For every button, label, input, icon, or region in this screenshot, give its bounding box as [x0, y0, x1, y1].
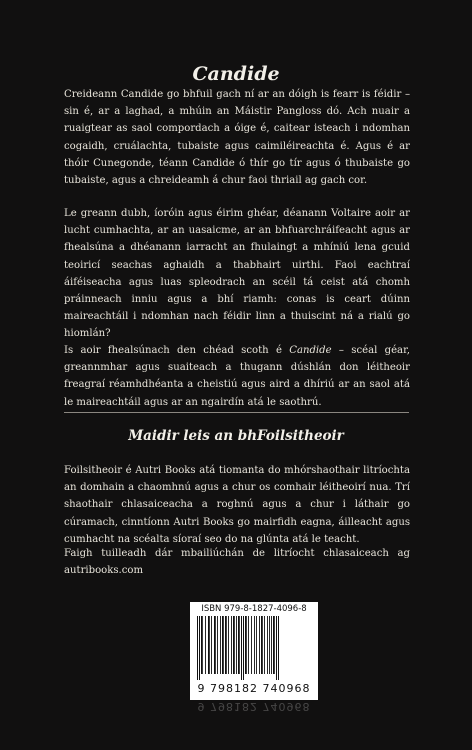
blurb-paragraph-3-start: Is aoir fhealsúnach den chéad scoth é — [64, 345, 290, 356]
barcode-bar — [225, 616, 227, 674]
barcode-bar — [276, 616, 277, 680]
barcode-reflection-digits: 9 798182 740968 — [197, 700, 311, 713]
barcode-bar — [256, 616, 257, 674]
barcode-bar — [245, 616, 247, 674]
barcode-bar — [233, 616, 235, 674]
blurb-paragraph-2: Le greann dubh, íoróin agus éirim ghéar, déanann Voltaire aoir ar lucht cumhachta, ar an uasaicme, ar an bhfuarchráifeacht agus ar fhealsúna a dhéanann iarracht an fhulaingt a mhíniú lena gcuid teoiricí seachas aghaidh a thabhairt uirthi. Faoi eachtraí áiféiseacha agus luas spleodrach an scéil tá ceist atá chomh práinneach inniu agus a bhí riamh: conas is ceart dúinn maireachtáil i ndomhan nach féidir linn a thuiscint ná a rialú go hiomlán? — [64, 208, 410, 340]
barcode-bar — [261, 616, 263, 674]
barcode-reflection — [190, 700, 318, 714]
barcode-bar — [205, 616, 206, 674]
isbn-label: ISBN 979-8-1827-4096-8 — [201, 604, 307, 614]
barcode-bar — [238, 616, 240, 674]
blurb-paragraph-1: Creideann Candide go bhfuil gach ní ar an dóigh is fearr is féidir – sin é, ar a laghad, a mhúin an Máistir Pangloss dó. Ach nuair a ruaigtear as saol compordach a óige é, caitear isteach i ndomhan cogaidh, cruálachta, tubaiste agus caimiléireachta é. Agus é ar thóir Cunegonde, téann Candide ó thír go tír agus ó thubaiste go tubaiste, agus a chreideamh á chur faoi thriail ag gach cor. — [64, 89, 410, 187]
barcode-digits: 9 798182 740968 — [197, 682, 311, 695]
barcode-bar — [273, 616, 275, 674]
blurb-paragraph-3 — [64, 342, 410, 411]
publisher-paragraph-1: Foilsitheoir é Autri Books atá tiomanta do mhórshaothair litríochta an domhain a chaomhnú agus a chur os comhair léitheoirí nua. Trí shaothair chlasaiceacha a roghnú agus a chur i láthair go cúramach, cinntíonn Autri Books go mairfidh eagna, áilleacht agus cumhacht na scéalta síoraí seo do na glúnta atá le teacht. — [64, 465, 410, 545]
publisher-paragraph-2: Faigh tuilleadh dár mbailiúchán de litríocht chlasaiceach ag autribooks.com — [64, 548, 410, 577]
barcode-bar — [248, 616, 249, 674]
barcode-bar — [267, 616, 268, 674]
barcode-bar — [217, 616, 218, 674]
barcode-bars — [196, 616, 312, 680]
barcode-bar — [264, 616, 265, 674]
barcode-bar — [214, 616, 216, 674]
barcode-bar — [211, 616, 212, 674]
book-title: Candide — [192, 63, 280, 85]
publisher-heading: Maidir leis an bhFoilsitheoir — [128, 428, 344, 444]
barcode-bar — [259, 616, 260, 674]
barcode-bar — [231, 616, 232, 674]
barcode-bar — [271, 616, 272, 674]
barcode-bar — [208, 616, 210, 674]
barcode-bar — [241, 616, 242, 680]
barcode-bar — [269, 616, 270, 674]
barcode-bar — [251, 616, 252, 674]
barcode-bar — [278, 616, 279, 680]
blurb-book-title: Candide — [289, 345, 332, 356]
barcode-bar — [222, 616, 224, 674]
barcode-bar — [201, 616, 203, 674]
barcode-bar — [236, 616, 237, 674]
barcode-bar — [197, 616, 198, 680]
blurb-paragraph-3-end: – scéal géar, greannmhar agus suaiteach a thugann dúshlán don léitheoir freagraí réamhdhéanta a cheistiú agus aird a dhíriú ar an saol atá le maireachtáil agus ar an ngairdín atá le saothrú. — [64, 345, 410, 408]
barcode-bar — [228, 616, 229, 674]
isbn-barcode — [190, 602, 318, 700]
barcode-bar — [254, 616, 255, 674]
section-divider — [64, 412, 409, 413]
barcode-bar — [220, 616, 221, 674]
barcode-bar — [199, 616, 200, 680]
barcode-bar — [243, 616, 244, 680]
